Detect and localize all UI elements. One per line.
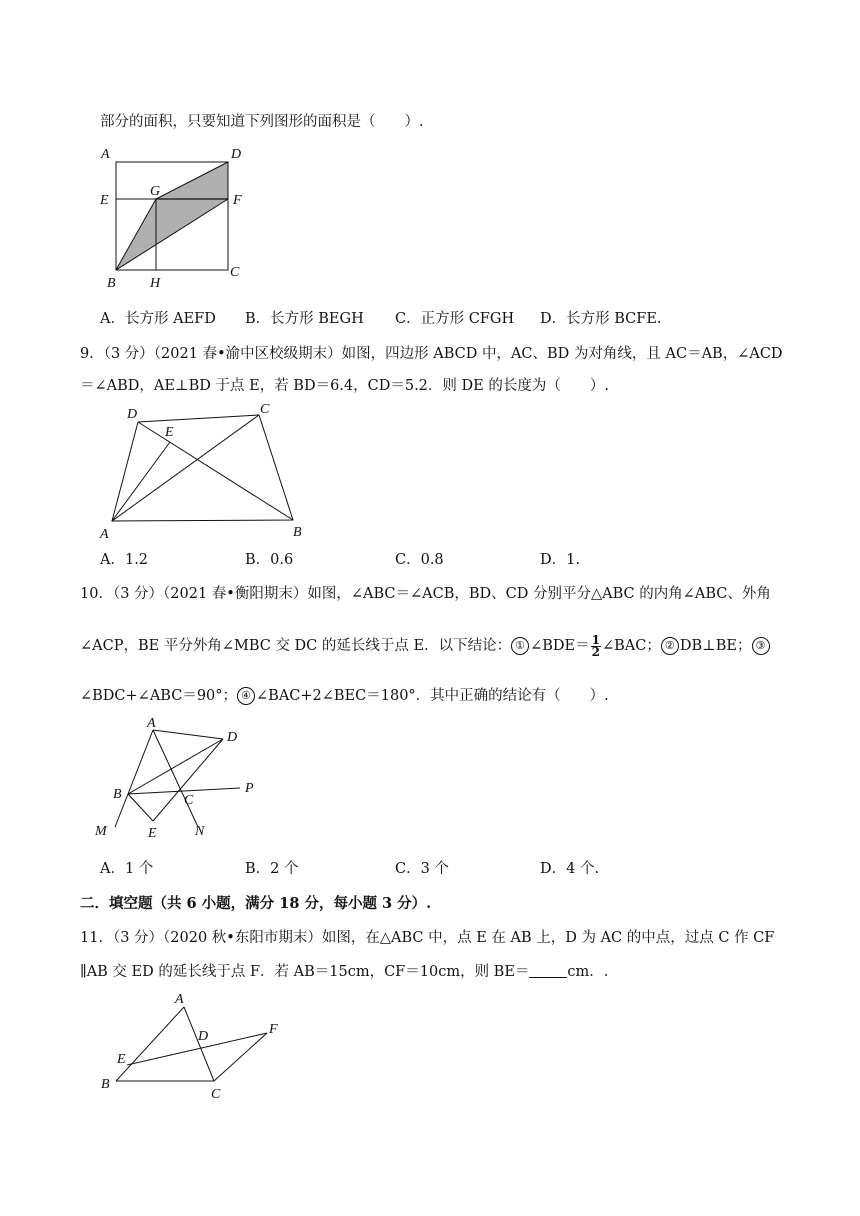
q10-option-b[interactable]: B．2 个 — [245, 861, 299, 877]
section-2-title: 二．填空题（共 6 小题，满分 18 分，每小题 3 分）. — [80, 895, 432, 912]
q10-line2 — [80, 634, 771, 658]
q9-label-e: E — [165, 425, 174, 440]
q9-line2: ＝∠ABD，AE⊥BD 于点 E，若 BD＝6.4，CD＝5.2．则 DE 的长度为（ ）. — [80, 378, 609, 394]
q10-line-bd — [128, 739, 223, 794]
q9-label-c: C — [260, 402, 270, 417]
q8-label-d: D — [231, 147, 242, 162]
q10-conclusion4: ∠BAC+2∠BEC＝180°．其中正确的结论有（ ）. — [256, 688, 609, 704]
q8-option-c[interactable]: C．正方形 CFGH — [395, 311, 515, 327]
q9-option-d[interactable]: D．1. — [540, 552, 580, 568]
q11-figure — [95, 990, 295, 1105]
q10-label-p: P — [245, 781, 254, 796]
q9-option-c[interactable]: C．0.8 — [395, 552, 444, 568]
q10-fraction-half — [591, 632, 601, 659]
q8-text-tail: 部分的面积，只要知道下列图形的面积是（ ）. — [100, 114, 424, 130]
q10-label-a: A — [147, 716, 156, 731]
q10-circle-3: ③ — [752, 637, 770, 655]
q11-label-a: A — [175, 992, 184, 1007]
q11-line1: 11．（3 分）（2020 秋•东阳市期末）如图，在△ABC 中，点 E 在 AB 上，D 为 AC 的中点，过点 C 作 CF — [80, 930, 775, 946]
q10-line-de — [153, 739, 223, 821]
q8-figure — [95, 140, 255, 295]
q10-fraction-numerator: 1 — [591, 632, 600, 647]
q9-option-a[interactable]: A．1.2 — [100, 552, 149, 568]
q9-option-b[interactable]: B．0.6 — [245, 552, 294, 568]
q10-conclusion3: ∠BDC+∠ABC＝90°； — [80, 688, 238, 704]
q10-circle-2: ② — [661, 637, 679, 655]
q10-line-ad — [153, 730, 223, 739]
q8-label-b: B — [107, 276, 116, 291]
q8-label-e: E — [100, 193, 109, 208]
q11-line2-text: ∥AB 交 ED 的延长线于点 F．若 AB＝15cm，CF＝10cm，则 BE＝ — [80, 964, 530, 980]
q10-fraction-denominator: 2 — [591, 644, 600, 659]
q8-option-a[interactable]: A．长方形 AEFD — [100, 311, 216, 327]
q10-line2-text: ∠ACP，BE 平分外角∠MBC 交 DC 的延长线于点 E．以下结论： — [80, 638, 512, 654]
q11-label-c: C — [211, 1087, 221, 1102]
q10-option-a[interactable]: A．1 个 — [100, 861, 154, 877]
q8-label-h: H — [150, 276, 161, 291]
q10-line3 — [80, 684, 609, 705]
q8-label-f: F — [233, 193, 242, 208]
q9-label-a: A — [100, 527, 109, 542]
q10-conclusion2: DB⊥BE； — [679, 638, 752, 654]
q10-label-d: D — [227, 730, 238, 745]
q10-circle-4: ④ — [237, 687, 255, 705]
q11-line-ac — [184, 1007, 214, 1081]
q11-label-e: E — [117, 1052, 126, 1067]
q10-label-c: C — [184, 793, 194, 808]
q10-figure — [90, 715, 270, 845]
q8-option-d[interactable]: D．长方形 BCFE. — [540, 311, 662, 327]
q11-line-ab — [116, 1007, 184, 1081]
q8-label-a: A — [101, 147, 110, 162]
q8-shaded-region — [116, 162, 228, 270]
q9-segment-ae — [112, 442, 170, 521]
q9-figure — [95, 398, 325, 543]
q10-line-be — [128, 794, 153, 821]
q9-quadrilateral — [112, 415, 293, 521]
q11-answer-blank[interactable] — [529, 963, 567, 978]
q9-diagonal-bd — [138, 422, 293, 520]
q9-line1: 9．（3 分）（2021 春•渝中区校级期末）如图，四边形 ABCD 中，AC、BD 为对角线，且 AC＝AB，∠ACD — [80, 346, 783, 362]
q10-line-ab — [128, 730, 153, 794]
q9-label-d: D — [127, 407, 138, 422]
q11-label-b: B — [101, 1077, 110, 1092]
q8-label-c: C — [230, 265, 240, 280]
q8-option-b[interactable]: B．长方形 BEGH — [245, 311, 364, 327]
q10-label-e: E — [148, 826, 157, 841]
q11-line2-unit: cm．. — [567, 964, 609, 980]
q11-label-f: F — [269, 1022, 278, 1037]
q11-line-cf — [214, 1033, 267, 1081]
q10-circle-1: ① — [511, 637, 529, 655]
q10-line1: 10．（3 分）（2021 春•衡阳期末）如图，∠ABC＝∠ACB，BD、CD 分别平分△ABC 的内角∠ABC、外角 — [80, 586, 771, 602]
q9-diagonal-ac — [112, 415, 259, 521]
q11-label-d: D — [198, 1029, 209, 1044]
q10-conclusion1-lhs: ∠BDE＝ — [530, 638, 590, 654]
q10-label-n: N — [195, 824, 205, 839]
q9-label-b: B — [293, 525, 302, 540]
q11-line2 — [80, 960, 608, 981]
q10-label-b: B — [113, 787, 122, 802]
q10-option-c[interactable]: C．3 个 — [395, 861, 449, 877]
q8-label-g: G — [150, 184, 161, 199]
q10-conclusion1-rhs: ∠BAC； — [601, 638, 661, 654]
q10-label-m: M — [95, 824, 107, 839]
q10-option-d[interactable]: D．4 个. — [540, 861, 600, 877]
